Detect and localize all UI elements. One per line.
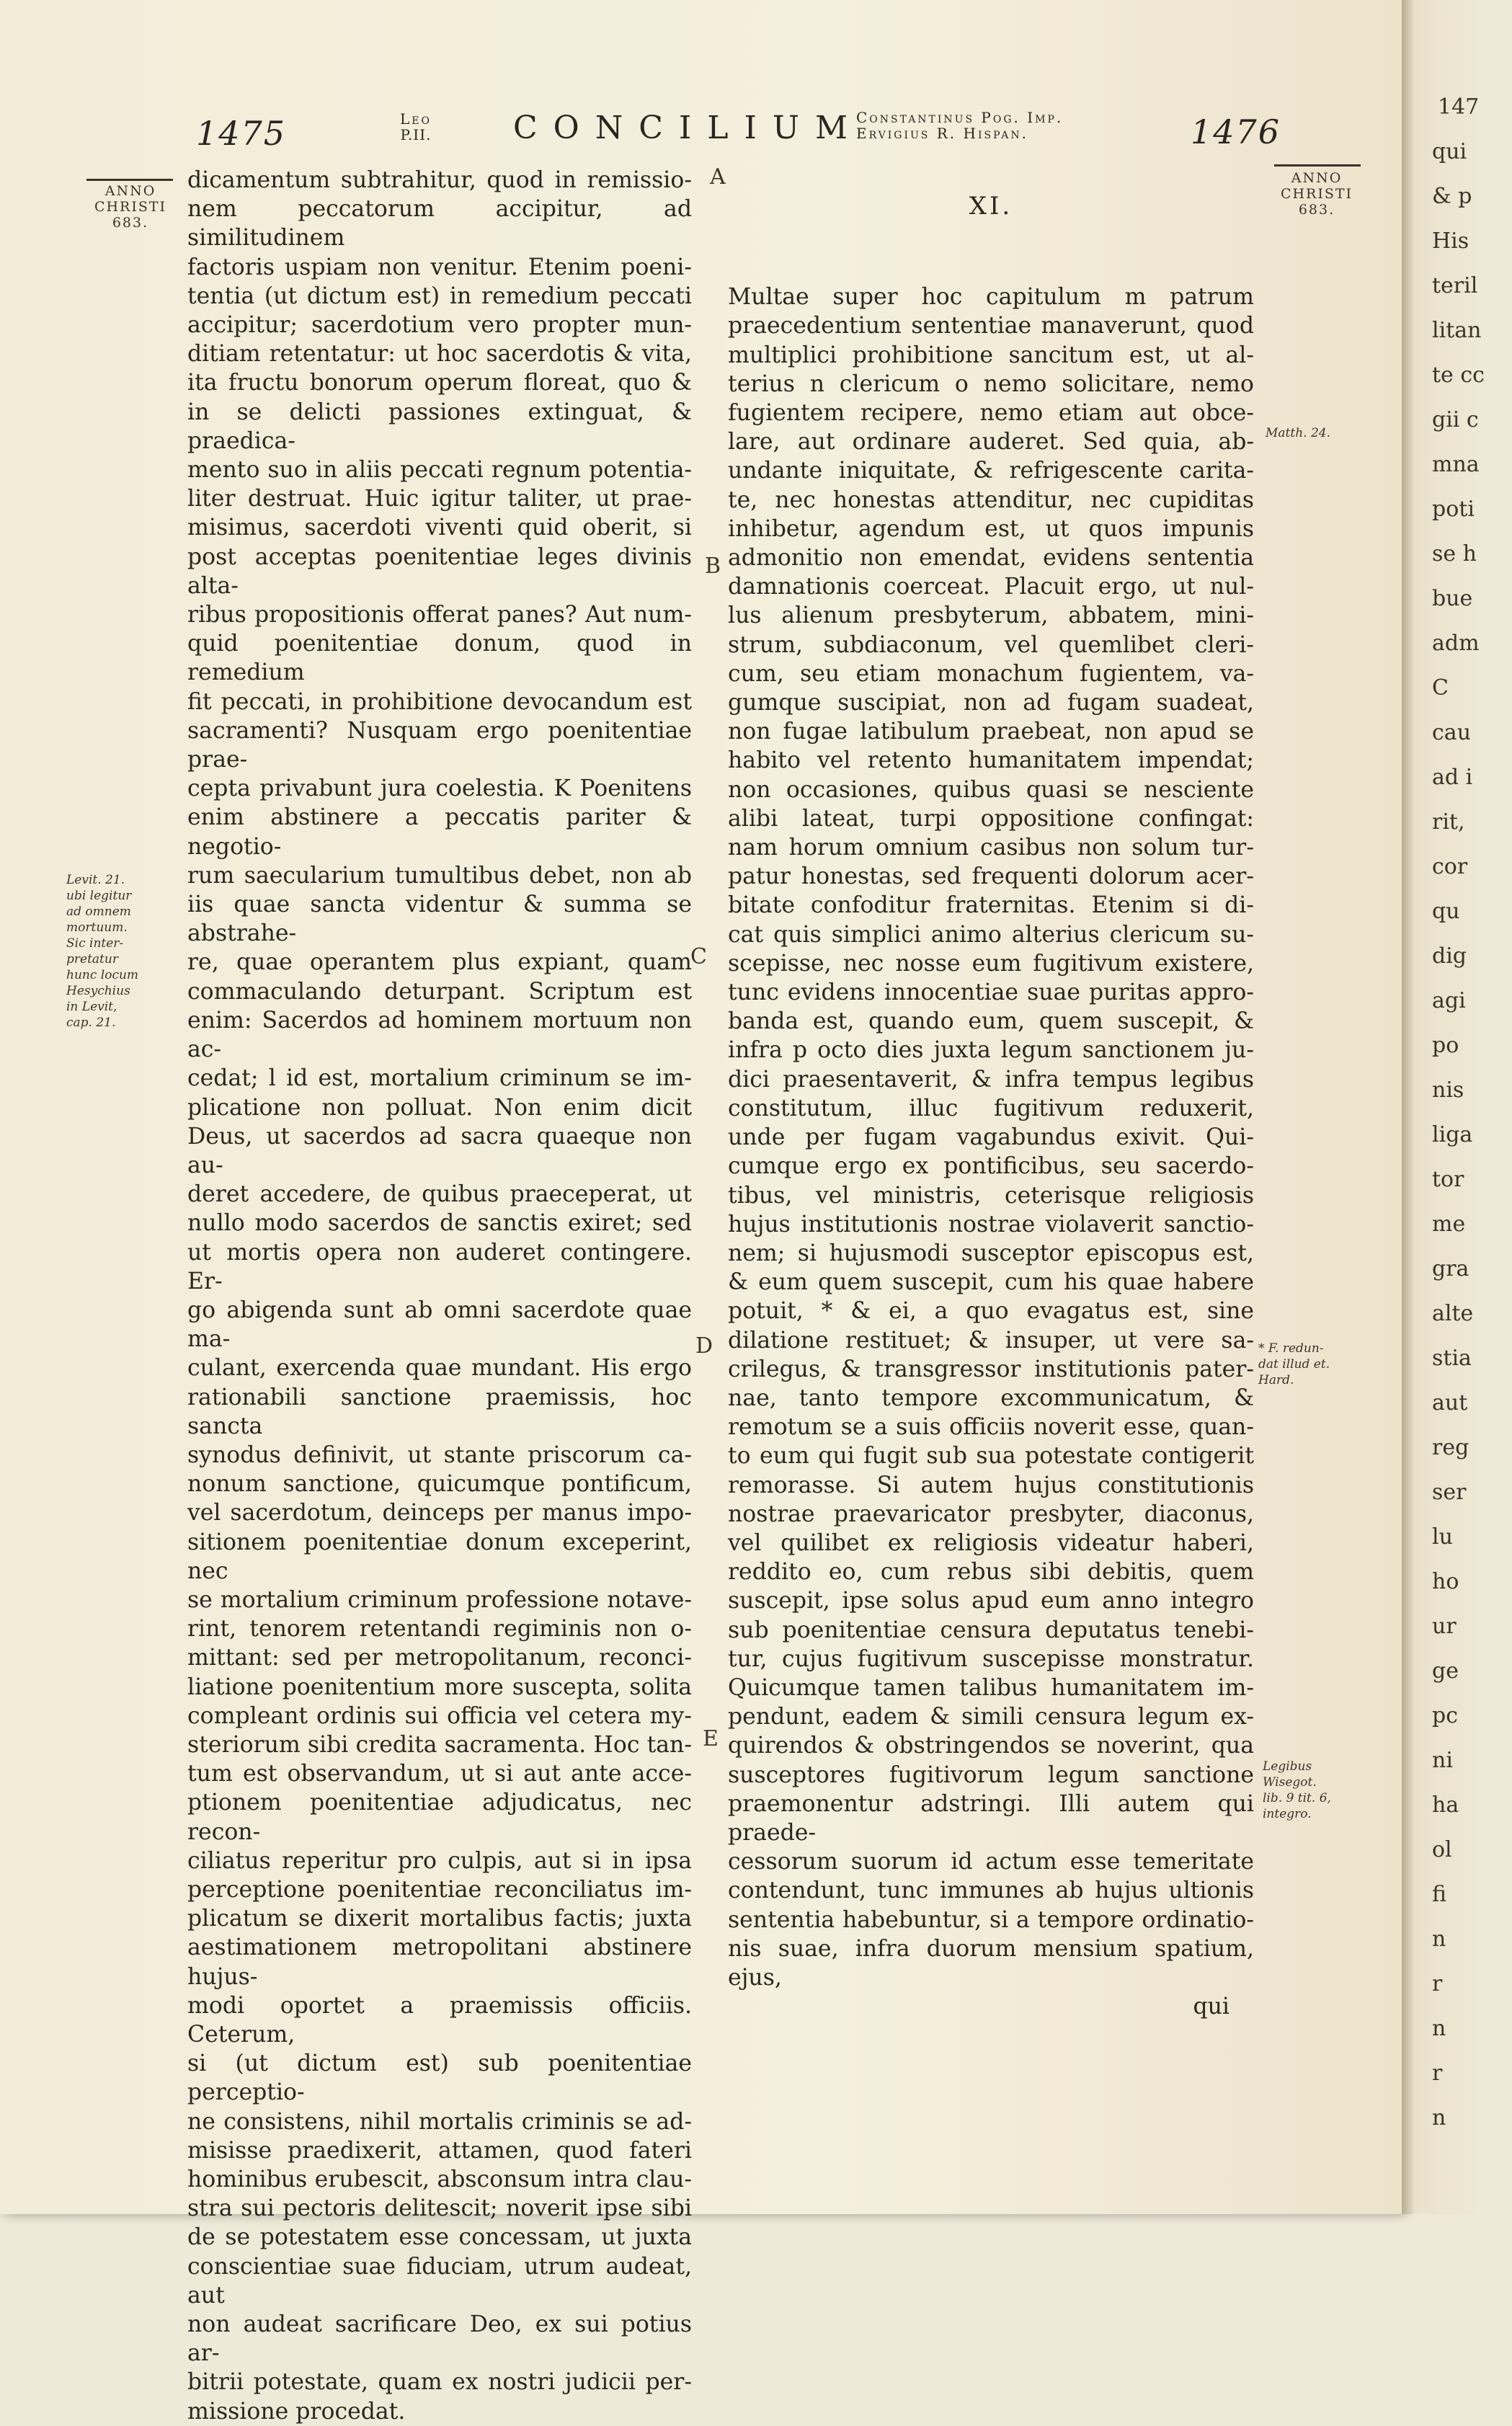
text-line: liter destruat. Huic igitur taliter, ut prae-	[187, 486, 692, 512]
anno-christi-right	[1271, 170, 1362, 218]
adjacent-page-fragment: me	[1432, 1212, 1466, 1237]
text-line: rum saecularium tumultibus debet, non ab	[187, 862, 692, 889]
adjacent-page-fragment: ser	[1432, 1480, 1467, 1505]
adjacent-page-fragment: stia	[1432, 1346, 1472, 1371]
legibus-line: Wisegot.	[1263, 1775, 1317, 1790]
adjacent-page-fragment: ol	[1432, 1837, 1452, 1862]
text-line: compleant ordinis sui officia vel cetera my-	[187, 1702, 692, 1729]
levit-line: in Levit,	[66, 1000, 117, 1014]
text-line: non audeat sacrificare Deo, ex sui potius ar-	[187, 2311, 692, 2367]
anno-left-line2: CHRISTI	[94, 199, 167, 215]
adjacent-page-fragment: 147	[1438, 94, 1480, 120]
page-number-left: 1475	[196, 114, 287, 153]
text-line: sub poenitentiae censura deputatus tenebi-	[728, 1617, 1254, 1643]
text-line: gumque suscipiat, non ad fugam suadeat,	[728, 690, 1254, 716]
text-line: non fugae latibulum praebeat, non apud se	[728, 719, 1254, 745]
page-header	[0, 107, 1402, 157]
section-letter-b: B	[705, 554, 721, 579]
text-line: habito vel retento humanitatem impendat;	[728, 747, 1254, 774]
text-line: tibus, vel ministris, ceterisque religiosis	[728, 1182, 1254, 1209]
text-line: Quicumque tamen talibus humanitatem im-	[728, 1674, 1254, 1701]
text-line: non occasiones, quibus quasi se nesciente	[728, 776, 1254, 803]
adjacent-page-fragment: te cc	[1432, 363, 1485, 388]
text-line: de se potestatem esse concessam, ut juxta	[187, 2224, 692, 2251]
text-line: multiplici prohibitione sancitum est, ut al-	[728, 342, 1254, 368]
adjacent-page-fragment: C	[1432, 675, 1449, 701]
adjacent-page-fragment: agi	[1432, 988, 1466, 1013]
text-line: patur honestas, sed frequenti dolorum acer-	[728, 863, 1254, 890]
text-line: culant, exercenda quae mundant. His ergo	[187, 1355, 692, 1382]
text-line: synodus definivit, ut stante priscorum ca-	[187, 1441, 692, 1468]
section-letter-e: E	[703, 1726, 719, 1751]
chapter-heading-xi: XI.	[969, 192, 1013, 221]
adjacent-page-fragment: alte	[1432, 1301, 1474, 1326]
header-leo-name: Leo	[400, 110, 432, 128]
text-line: banda est, quando eum, quem suscepit, &	[728, 1008, 1254, 1035]
adjacent-page-fragment: litan	[1432, 318, 1482, 343]
adjacent-page-fragment: pc	[1432, 1703, 1459, 1728]
text-line: ptionem poenitentiae adjudicatus, nec recon-	[187, 1790, 692, 1845]
anno-left-line1: ANNO	[104, 183, 156, 199]
adjacent-page-fragment: po	[1432, 1033, 1459, 1058]
hard-line: * F. redun-	[1258, 1341, 1324, 1356]
adjacent-page-fragment: r	[1432, 1971, 1443, 1996]
text-line: nem peccatorum accipitur, ad similitudinem	[187, 196, 692, 252]
text-line: mento suo in aliis peccati regnum potentia-	[187, 457, 692, 484]
text-line: ciliatus reperitur pro culpis, aut si in ipsa	[187, 1847, 692, 1874]
text-line: scepisse, nec nosse eum fugitivum existere,	[728, 950, 1254, 977]
adjacent-page-fragment: lu	[1432, 1524, 1453, 1550]
text-line: dilatione restituet; & insuper, ut vere sa-	[728, 1327, 1254, 1354]
text-column-left	[187, 166, 692, 2426]
chapter-xi-text	[728, 283, 1254, 1992]
hard-line: Hard.	[1258, 1373, 1294, 1387]
adjacent-page-fragment: fi	[1432, 1882, 1447, 1907]
text-line: inhibetur, agendum est, ut quos impunis	[728, 515, 1254, 542]
anno-rule-left	[86, 179, 173, 181]
text-line: se mortalium criminum professione notave-	[187, 1586, 692, 1613]
adjacent-page-fragment: n	[1432, 2016, 1446, 2041]
text-line: remorasse. Si autem hujus constitutionis	[728, 1472, 1254, 1498]
adjacent-page-fragment: se h	[1432, 541, 1477, 566]
text-line: ne consistens, nihil mortalis criminis se ad-	[187, 2108, 692, 2135]
text-line: factoris uspiam non venitur. Etenim poeni-	[187, 254, 692, 280]
text-line: admonitio non emendat, evidens sententia	[728, 545, 1254, 572]
text-line: ditiam retentatur: ut hoc sacerdotis & vita,	[187, 341, 692, 368]
adjacent-page-fragment: dig	[1432, 943, 1467, 969]
legibus-line: lib. 9 tit. 6,	[1263, 1791, 1331, 1805]
text-line: stra sui pectoris delitescit; noverit ipse sibi	[187, 2195, 692, 2222]
text-line: enim abstinere a peccatis pariter & negotio-	[187, 804, 692, 860]
levit-line: Hesychius	[66, 984, 130, 998]
text-line: ribus propositionis offerat panes? Aut num-	[187, 602, 692, 628]
adjacent-page-fragment: His	[1432, 228, 1469, 254]
text-line: cepta privabunt jura coelestia. K Poenitens	[187, 776, 692, 802]
text-line: Multae super hoc capitulum m patrum	[728, 284, 1254, 311]
text-line: infra p octo dies juxta legum sanctionem ju-	[728, 1037, 1254, 1064]
anno-right-line1: ANNO	[1291, 170, 1343, 186]
margin-note-legibus	[1263, 1759, 1364, 1822]
text-line: rationabili sanctione praemissis, hoc sancta	[187, 1384, 692, 1439]
text-line: ut mortis opera non auderet contingere. Er-	[187, 1239, 692, 1294]
text-line: accipitur; sacerdotium vero propter mun-	[187, 312, 692, 339]
adjacent-page-fragment: ho	[1432, 1569, 1459, 1594]
section-letter-d: D	[695, 1333, 713, 1359]
text-line: damnationis coerceat. Placuit ergo, ut nul-	[728, 574, 1254, 600]
text-line: susceptores fugitivorum legum sanctione	[728, 1761, 1254, 1788]
text-line: dicamentum subtrahitur, quod in remissio-	[187, 167, 692, 193]
text-line: misimus, sacerdoti viventi quid oberit, si	[187, 515, 692, 541]
text-line: unde per fugam vagabundus exivit. Qui-	[728, 1124, 1254, 1151]
adjacent-page-fragment: ad i	[1432, 765, 1473, 790]
text-line: tentia (ut dictum est) in remedium peccati	[187, 283, 692, 309]
text-line: pendunt, eadem & simili censura legum ex-	[728, 1704, 1254, 1730]
text-line: cumque ergo ex pontificibus, seu sacerdo-	[728, 1153, 1254, 1180]
text-line: & eum quem suscepit, cum his quae habere	[728, 1269, 1254, 1296]
text-line: cat quis simplici animo alterius clericum su-	[728, 921, 1254, 948]
adjacent-page-fragment: qui	[1432, 139, 1467, 164]
margin-note-hard	[1258, 1341, 1366, 1388]
text-line: missione procedat.	[187, 2398, 406, 2425]
text-line: sitionem poenitentiae donum exceperint, nec	[187, 1529, 692, 1584]
text-line: strum, subdiaconum, vel quemlibet cleri-	[728, 631, 1254, 658]
text-line: undante iniquitate, & refrigescente carita-	[728, 458, 1254, 484]
text-line: mittant: sed per metropolitanum, reconci-	[187, 1645, 692, 1671]
section-letter-a: A	[710, 164, 726, 190]
header-constantinus: Constantinus Pog. Imp.	[856, 109, 1064, 126]
text-line: perceptione poenitentiae reconciliatus im-	[187, 1876, 692, 1903]
text-line: suscepit, ipse solus apud eum anno integro	[728, 1588, 1254, 1614]
adjacent-page-fragment: gra	[1432, 1256, 1469, 1281]
text-line: lus alienum presbyterum, abbatem, mini-	[728, 603, 1254, 629]
text-line: cum, seu etiam monachum fugientem, va-	[728, 660, 1254, 687]
adjacent-page-fragment: r	[1432, 2061, 1443, 2086]
text-line: tum est observandum, ut si aut ante acce-	[187, 1761, 692, 1787]
anno-right-line2: CHRISTI	[1280, 186, 1353, 202]
legibus-line: Legibus	[1263, 1759, 1312, 1774]
anno-right-line3: 683.	[1298, 202, 1335, 218]
anno-christi-left	[85, 183, 176, 231]
text-line: ita fructu bonorum operum floreat, quo &	[187, 370, 692, 396]
hard-line: dat illud et.	[1258, 1357, 1330, 1372]
adjacent-page-fragment: ur	[1432, 1614, 1457, 1639]
text-line: constitutum, illuc fugitivum reduxerit,	[728, 1095, 1254, 1121]
text-line: fit peccati, in prohibitione devocandum est	[187, 688, 692, 715]
adjacent-page-fragment: liga	[1432, 1122, 1473, 1147]
text-line: contendunt, tunc immunes ab hujus ultionis	[728, 1878, 1254, 1904]
text-line: in se delicti passiones extinguat, & praedica-	[187, 399, 692, 454]
text-line: Deus, ut sacerdos ad sacra quaeque non au-	[187, 1123, 692, 1178]
text-line: praemonentur adstringi. Illi autem qui praede-	[728, 1790, 1254, 1846]
adjacent-page-fragment: gii c	[1432, 407, 1479, 432]
text-line: fugientem recipere, nemo etiam aut obce-	[728, 400, 1254, 427]
adjacent-page-fragment: nis	[1432, 1078, 1464, 1103]
text-line: cedat; l id est, mortalium criminum se im-	[187, 1065, 692, 1092]
text-line: terius n clericum o nemo solicitare, nemo	[728, 370, 1254, 397]
adjacent-page-fragment: cor	[1432, 854, 1468, 879]
margin-note-matth: Matth. 24.	[1266, 426, 1330, 440]
catchword: qui	[1193, 1994, 1229, 2020]
page-number-right: 1476	[1191, 112, 1281, 151]
text-line: nam horum omnium casibus non solum tur-	[728, 835, 1254, 861]
text-line: bitate confoditur fraternitas. Etenim si di-	[728, 892, 1254, 919]
text-line: alibi lateat, turpi oppositione confingat:	[728, 805, 1254, 832]
text-line: post acceptas poenitentiae leges divinis alta-	[187, 543, 692, 599]
text-line: rint, tenorem retentandi regiminis non o-	[187, 1616, 692, 1643]
adjacent-page-fragment: teril	[1432, 273, 1478, 298]
text-line: enim: Sacerdos ad hominem mortuum non ac-	[187, 1007, 692, 1063]
text-line: cessorum suorum id actum esse temeritate	[728, 1849, 1254, 1875]
levit-line: mortuum.	[66, 920, 128, 935]
adjacent-page-fragment: aut	[1432, 1390, 1468, 1416]
adjacent-page-fragment: rit,	[1432, 809, 1465, 835]
adjacent-page-fragment: & p	[1432, 184, 1472, 209]
text-line: misisse praedixerit, attamen, quod fateri	[187, 2137, 692, 2164]
levit-line: cap. 21.	[66, 1016, 116, 1030]
text-line: modi oportet a praemissis officiis. Ceterum,	[187, 1992, 692, 2048]
text-line: deret accedere, de quibus praeceperat, ut	[187, 1181, 692, 1208]
text-line: nem; si hujusmodi susceptor episcopus est,	[728, 1240, 1254, 1266]
text-line: to eum qui fugit sub sua potestate contigerit	[728, 1443, 1254, 1470]
adjacent-page-fragment: tor	[1432, 1167, 1464, 1192]
text-line: vel quilibet ex religiosis videatur haberi,	[728, 1529, 1254, 1556]
text-line: iis quae sancta videntur & summa se abstrahe-	[187, 892, 692, 947]
text-line: sacramenti? Nusquam ergo poenitentiae prae-	[187, 717, 692, 773]
margin-note-levit	[66, 872, 160, 1031]
header-ervigius: Ervigius R. Hispan.	[856, 125, 1028, 142]
text-line: aestimationem metropolitani abstinere hujus-	[187, 1934, 692, 1990]
adjacent-page-fragment: adm	[1432, 631, 1480, 656]
text-line: commaculando deturpant. Scriptum est	[187, 978, 692, 1005]
text-line: steriorum sibi credita sacramenta. Hoc tan-	[187, 1731, 692, 1758]
text-line: plicatione non polluat. Non enim dicit	[187, 1094, 692, 1121]
adjacent-page-fragment: mna	[1432, 452, 1480, 477]
adjacent-page-fragment: poti	[1432, 497, 1475, 522]
text-line: nis suae, infra duorum mensium spatium, ejus,	[728, 1935, 1254, 1991]
text-line: potuit, * & ei, a quo evagatus est, sine	[728, 1298, 1254, 1325]
adjacent-page-fragment: n	[1432, 2105, 1446, 2130]
adjacent-page-edge	[1402, 0, 1485, 2214]
levit-line: pretatur	[66, 952, 118, 967]
text-line: nostrae praevaricator presbyter, diaconus,	[728, 1501, 1254, 1527]
adjacent-page-fragment: ha	[1432, 1792, 1459, 1818]
text-line: go abigenda sunt ab omni sacerdote quae ma-	[187, 1297, 692, 1353]
adjacent-page-fragment: qu	[1432, 899, 1460, 924]
text-line: quirendos & obstringendos se noverint, qua	[728, 1733, 1254, 1759]
text-line: tunc evidens innocentiae suae puritas appro-	[728, 979, 1254, 1006]
text-line: conscientiae suae fiduciam, utrum audeat, aut	[187, 2253, 692, 2309]
text-line: reddito eo, cum rebus sibi debitis, quem	[728, 1559, 1254, 1586]
anno-left-line3: 683.	[112, 215, 149, 231]
text-line: lare, aut ordinare auderet. Sed quia, ab-	[728, 429, 1254, 456]
text-line: plicatum se dixerit mortalibus factis; juxta	[187, 1906, 692, 1932]
levit-line: ubi legitur	[66, 889, 132, 903]
text-line: te, nec honestas attenditur, nec cupiditas	[728, 486, 1254, 513]
legibus-line: integro.	[1263, 1807, 1312, 1821]
text-line: re, quae operantem plus expiant, quam	[187, 949, 692, 976]
text-line: bitrii potestate, quam ex nostri judicii per-	[187, 2369, 692, 2396]
text-line: nonum sanctione, quicumque pontificum,	[187, 1471, 692, 1498]
text-line: sententia habebuntur, si a tempore ordinatio-	[728, 1906, 1254, 1933]
text-line: nullo modo sacerdos de sanctis exiret; sed	[187, 1210, 692, 1237]
header-leo	[400, 111, 432, 143]
text-line: vel sacerdotum, deinceps per manus impo-	[187, 1500, 692, 1527]
text-line: dici praesentaverit, & infra tempus legibus	[728, 1066, 1254, 1093]
text-line: crilegus, & transgressor institutionis pater-	[728, 1356, 1254, 1382]
header-emperors	[856, 110, 1063, 141]
text-line: remotum se a suis officiis noverit esse, quan-	[728, 1414, 1254, 1441]
anno-rule-right	[1274, 164, 1361, 166]
text-line: tur, cujus fugitivum suscepisse monstratur.	[728, 1645, 1254, 1672]
levit-line: ad omnem	[66, 905, 131, 919]
levit-line: Sic inter-	[66, 936, 124, 951]
text-column-right	[728, 166, 1254, 2021]
text-line: liatione poenitentium more suscepta, solita	[187, 1674, 692, 1700]
levit-line: Levit. 21.	[66, 873, 125, 887]
adjacent-page-fragment: n	[1432, 1927, 1446, 1952]
text-line: nae, tanto tempore excommunicatum, &	[728, 1385, 1254, 1411]
text-line: hujus institutionis nostrae violaverit sanctio-	[728, 1211, 1254, 1238]
text-line: hominibus erubescit, absconsum intra clau-	[187, 2167, 692, 2193]
section-letter-c: C	[690, 944, 707, 969]
adjacent-page-fragment: reg	[1432, 1435, 1469, 1460]
adjacent-page-fragment: ge	[1432, 1658, 1459, 1684]
header-leo-sub: P.II.	[400, 126, 432, 143]
text-line: quid poenitentiae donum, quod in remedium	[187, 631, 692, 686]
running-title: CONCILIUM	[513, 110, 864, 146]
text-line: si (ut dictum est) sub poenitentiae perceptio-	[187, 2050, 692, 2106]
adjacent-page-fragment: cau	[1432, 720, 1472, 745]
adjacent-page-fragment: ni	[1432, 1748, 1453, 1773]
levit-line: hunc locum	[66, 968, 139, 982]
adjacent-page-fragment: bue	[1432, 586, 1473, 611]
text-line: praecedentium sententiae manaverunt, quod	[728, 313, 1254, 339]
